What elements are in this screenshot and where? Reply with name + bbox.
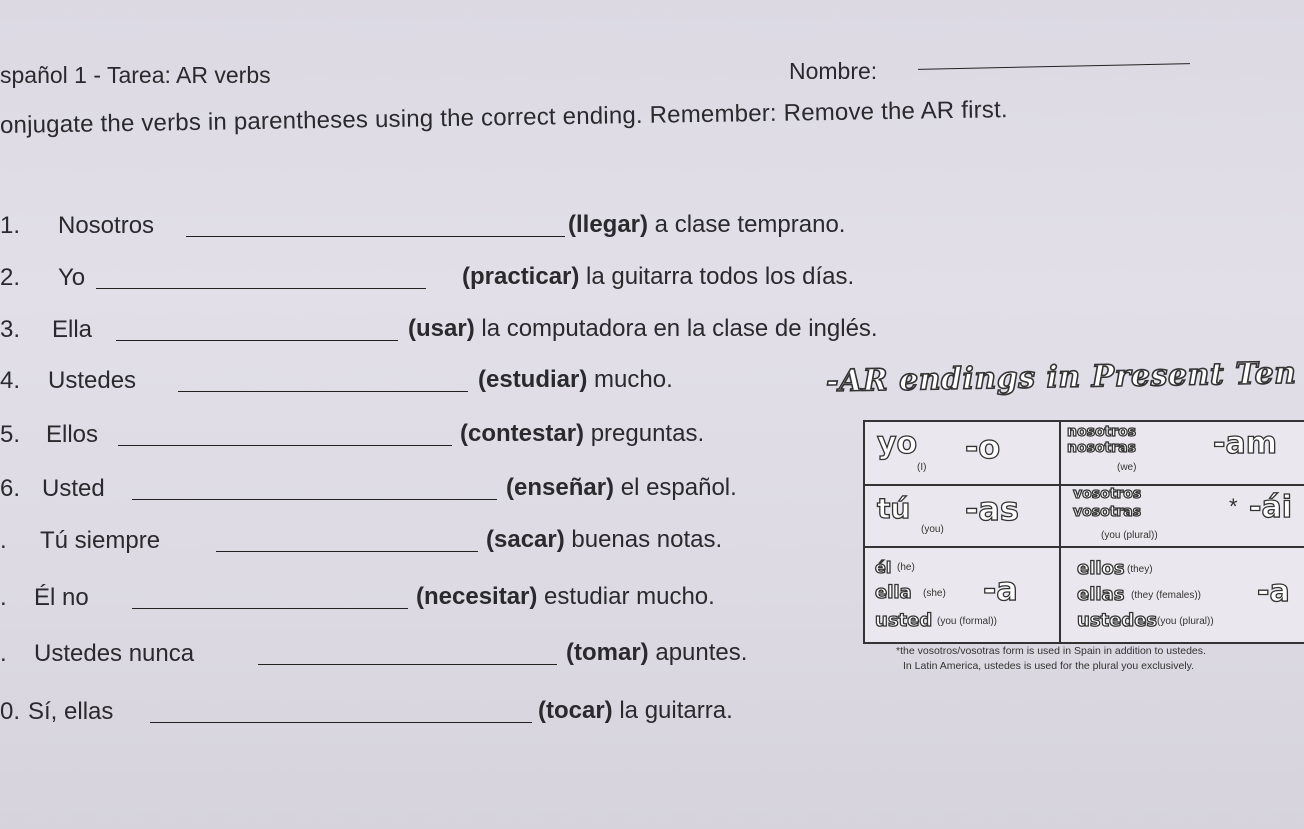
pronoun-vosotras: vosotras xyxy=(1073,504,1142,520)
item-verb: (tocar) xyxy=(538,697,613,724)
item-number: 6. xyxy=(0,475,21,502)
answer-blank[interactable] xyxy=(178,391,468,392)
item-prompt xyxy=(478,366,673,394)
item-verb: (sacar) xyxy=(486,526,565,553)
chart-title: -AR endings in Present Ten xyxy=(825,355,1297,400)
item-prompt xyxy=(486,526,722,554)
cell-tu xyxy=(863,484,1063,550)
item-number: 5. xyxy=(0,421,21,448)
item-prompt xyxy=(416,583,715,611)
item-subject: Usted xyxy=(42,475,105,502)
name-label: Nombre: xyxy=(789,58,878,84)
pronoun-ellos: ellos xyxy=(1077,558,1125,579)
pronoun-ustedes: ustedes xyxy=(1077,610,1158,631)
pronoun-nosotras: nosotras xyxy=(1067,440,1136,456)
item-subject: Ellos xyxy=(46,421,99,448)
answer-blank[interactable] xyxy=(258,664,557,665)
item-prompt xyxy=(568,211,845,239)
item-verb: (enseñar) xyxy=(506,474,615,501)
pronoun-yo: yo xyxy=(877,426,918,461)
worksheet-title: spañol 1 - Tarea: AR verbs xyxy=(0,62,271,88)
answer-blank[interactable] xyxy=(150,722,532,723)
pronoun-vosotros: vosotros xyxy=(1073,486,1142,502)
translation-they: (they) xyxy=(1127,564,1153,575)
item-verb: (estudiar) xyxy=(478,366,588,393)
translation-we: (we) xyxy=(1117,462,1137,473)
item-rest: el español. xyxy=(614,474,737,501)
item-rest: buenas notas. xyxy=(564,526,723,553)
item-rest: la guitarra. xyxy=(612,697,733,724)
item-verb: (necesitar) xyxy=(416,583,538,610)
item-rest: a clase temprano. xyxy=(648,211,846,238)
item-rest: preguntas. xyxy=(584,420,705,447)
item-number: . xyxy=(0,640,7,667)
item-subject: Ustedes nunca xyxy=(34,640,195,667)
answer-blank[interactable] xyxy=(96,288,426,289)
translation-you: (you) xyxy=(921,524,944,535)
answer-blank[interactable] xyxy=(132,499,497,500)
item-prompt xyxy=(566,639,747,667)
item-subject: Él no xyxy=(34,584,89,611)
item-rest: apuntes. xyxy=(648,639,748,666)
item-verb: (tomar) xyxy=(566,639,649,666)
ending-a: -a xyxy=(983,570,1018,608)
ending-ais: -ái xyxy=(1249,490,1292,525)
answer-blank[interactable] xyxy=(132,608,408,609)
item-prompt xyxy=(538,697,733,725)
item-prompt xyxy=(460,420,704,448)
answer-blank[interactable] xyxy=(116,340,398,341)
translation-she: (she) xyxy=(923,588,946,599)
item-prompt xyxy=(462,263,854,291)
item-subject: Sí, ellas xyxy=(28,698,114,725)
item-rest: mucho. xyxy=(587,366,673,393)
item-subject: Ella xyxy=(52,316,93,343)
item-subject: Ustedes xyxy=(48,367,137,394)
pronoun-usted: usted xyxy=(875,610,933,631)
item-subject: Tú siempre xyxy=(40,527,161,554)
pronoun-ella: ella xyxy=(875,582,912,603)
item-verb: (practicar) xyxy=(462,263,580,290)
ending-amos: -am xyxy=(1213,426,1277,461)
answer-blank[interactable] xyxy=(186,236,565,237)
instructions: onjugate the verbs in parentheses using the correct ending. Remember: Remove the AR first. xyxy=(0,96,1008,139)
cell-el-ella-usted xyxy=(863,546,1063,644)
item-rest: la computadora en la clase de inglés. xyxy=(474,315,878,342)
item-subject: Yo xyxy=(58,264,86,291)
translation-you-plural-2: (you (plural)) xyxy=(1157,616,1214,627)
pronoun-nosotros: nosotros xyxy=(1067,424,1137,440)
pronoun-tu: tú xyxy=(877,492,911,525)
item-number: 0. xyxy=(0,698,21,725)
cell-yo xyxy=(863,420,1063,488)
item-verb: (llegar) xyxy=(568,211,649,238)
item-verb: (contestar) xyxy=(460,420,585,447)
ending-an: -a xyxy=(1257,574,1290,609)
item-number: 3. xyxy=(0,316,21,343)
item-number: 2. xyxy=(0,264,21,291)
ending-o: -o xyxy=(965,428,1001,466)
item-number: 4. xyxy=(0,367,21,394)
answer-blank[interactable] xyxy=(216,551,478,552)
asterisk: * xyxy=(1229,494,1238,519)
pronoun-ellas: ellas xyxy=(1077,584,1125,605)
item-number: . xyxy=(0,527,7,554)
translation-he: (he) xyxy=(897,562,915,573)
name-blank[interactable] xyxy=(918,63,1190,70)
translation-they-females: (they (females)) xyxy=(1131,590,1202,601)
translation-you-plural: (you (plural)) xyxy=(1101,530,1158,541)
item-rest: la guitarra todos los días. xyxy=(579,263,855,290)
item-subject: Nosotros xyxy=(58,212,155,239)
pronoun-el: él xyxy=(875,558,892,577)
answer-blank[interactable] xyxy=(118,445,452,446)
item-prompt xyxy=(506,474,737,502)
translation-yo: (I) xyxy=(917,462,927,473)
cell-ellos-ellas-ustedes xyxy=(1059,546,1304,644)
footnote-latin-america: In Latin America, ustedes is used for the plural you exclusively. xyxy=(903,660,1195,672)
cell-vosotros xyxy=(1059,484,1304,550)
item-prompt xyxy=(408,315,878,343)
item-number: . xyxy=(0,584,7,611)
ending-as: -as xyxy=(965,490,1019,528)
item-rest: estudiar mucho. xyxy=(537,583,715,610)
cell-nosotros xyxy=(1059,420,1304,488)
footnote-vosotros: *the vosotros/vosotras form is used in Spain in addition to ustedes. xyxy=(896,645,1206,657)
item-number: 1. xyxy=(0,212,21,239)
item-verb: (usar) xyxy=(408,315,475,342)
translation-you-formal: (you (formal)) xyxy=(937,616,998,627)
